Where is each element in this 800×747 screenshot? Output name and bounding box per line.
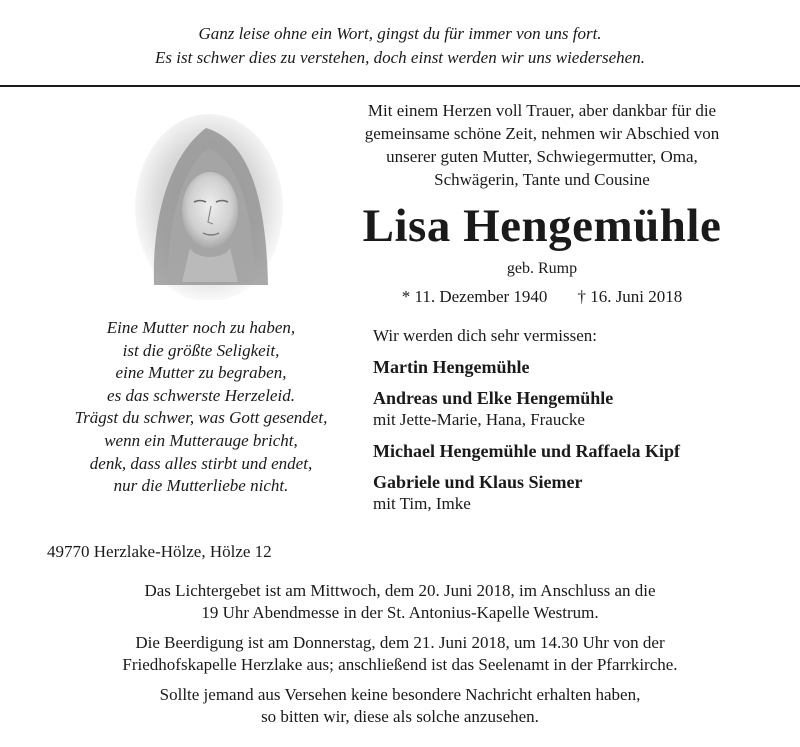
notice-wake — [0, 580, 800, 624]
intro-line: Schwägerin, Tante und Cousine — [434, 170, 650, 189]
notice-funeral — [0, 632, 800, 676]
death-date: † 16. Juni 2018 — [577, 287, 683, 306]
poem-line: nur die Mutterliebe nicht. — [113, 476, 289, 496]
poem-line: Eine Mutter noch zu haben, — [106, 318, 296, 337]
birth-date: * 11. Dezember 1940 — [401, 287, 548, 306]
poem-line: Trägst du schwer, was Gott gesendet, — [74, 408, 328, 428]
deceased-name: Lisa Hengemühle — [362, 200, 722, 252]
mourner-group — [373, 471, 793, 515]
mourner-name: Andreas und Elke Hengemühle — [373, 388, 614, 408]
address: 49770 Herzlake-Hölze, Hölze 12 — [47, 542, 272, 561]
notice-line: Friedhofskapelle Herzlake aus; anschließend ist das Seelenamt in der Pfarrkirche. — [122, 655, 678, 674]
poem-line: denk, dass alles stirbt und endet, — [89, 453, 313, 473]
mourners-lead: Wir werden dich sehr vermissen: — [373, 326, 598, 345]
madonna-portrait-icon — [134, 110, 284, 300]
life-dates — [322, 286, 762, 308]
madonna-portrait-graphic — [134, 110, 284, 300]
intro-line: Mit einem Herzen voll Trauer, aber dankbar für die — [367, 101, 717, 120]
opening-verse-line: Ganz leise ohne ein Wort, gingst du für immer von uns fort. — [198, 24, 602, 43]
poem-line: ist die größte Seligkeit, — [122, 340, 280, 360]
intro-line: gemeinsame schöne Zeit, nehmen wir Abschied von — [364, 124, 720, 143]
notice-line: Das Lichtergebet ist am Mittwoch, dem 20. Juni 2018, im Anschluss an die — [144, 581, 656, 600]
mourner-group — [373, 440, 793, 462]
intro-line: unserer guten Mutter, Schwiegermutter, Oma, — [386, 147, 698, 166]
poem-line: es das schwerste Herzeleid. — [107, 385, 295, 405]
poem-line: eine Mutter zu begraben, — [115, 363, 287, 383]
divider-rule — [0, 85, 800, 87]
opening-verse-line: Es ist schwer dies zu verstehen, doch einst werden wir uns wiedersehen. — [155, 48, 645, 67]
notices — [0, 580, 800, 736]
notice-line: Die Beerdigung ist am Donnerstag, dem 21. Juni 2018, um 14.30 Uhr von der — [135, 633, 665, 652]
mourner-group — [373, 387, 793, 431]
opening-verse — [0, 22, 800, 70]
notice-line: 19 Uhr Abendmesse in der St. Antonius-Kapelle Westrum. — [201, 603, 599, 622]
intro-text — [322, 99, 762, 191]
mourner-family: mit Jette-Marie, Hana, Fraucke — [373, 410, 585, 429]
notice-line: so bitten wir, diese als solche anzusehen. — [261, 707, 539, 726]
poem — [34, 317, 368, 498]
mourner-name: Michael Hengemühle und Raffaela Kipf — [373, 441, 680, 461]
poem-line: wenn ein Mutterauge bricht, — [104, 430, 298, 450]
mourners-list — [373, 325, 793, 524]
mourner-group — [373, 356, 793, 378]
notice-line: Sollte jemand aus Versehen keine besondere Nachricht erhalten haben, — [159, 685, 641, 704]
mourner-name: Gabriele und Klaus Siemer — [373, 472, 583, 492]
notice-disclaimer — [0, 684, 800, 728]
maiden-name: geb. Rump — [506, 260, 578, 277]
mourner-name: Martin Hengemühle — [373, 357, 530, 377]
mourner-family: mit Tim, Imke — [373, 494, 471, 513]
